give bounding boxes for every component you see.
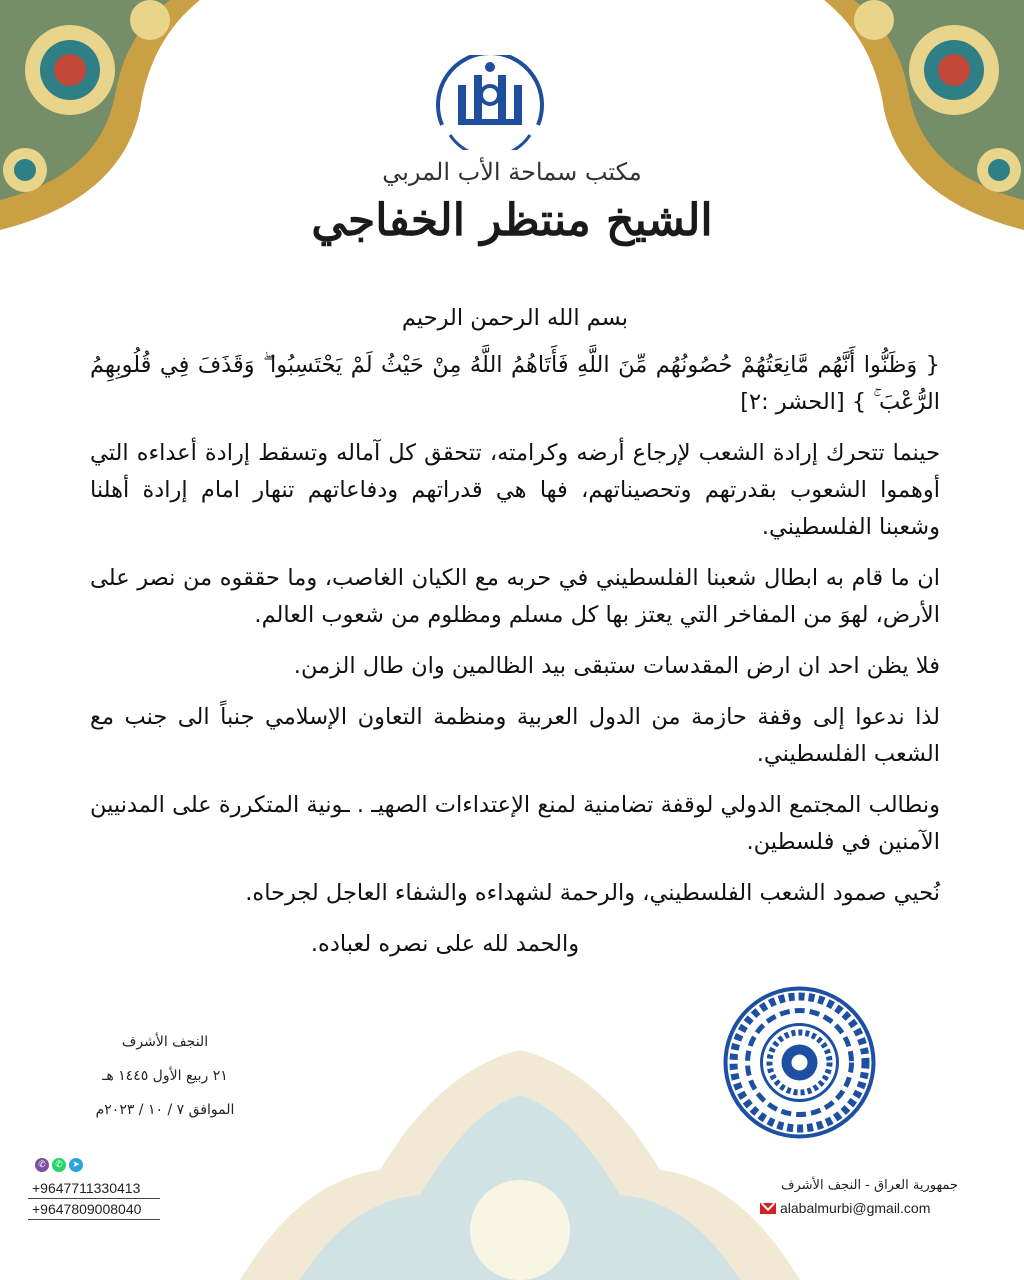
contact-numbers (28, 1158, 168, 1220)
address: جمهورية العراق - النجف الأشرف (781, 1178, 958, 1193)
whatsapp-icon[interactable]: ✆ (52, 1158, 66, 1172)
city-name: النجف الأشرف (121, 1034, 209, 1050)
viber-icon[interactable]: ✆ (35, 1158, 49, 1172)
quran-verse: { وَظَنُّوا أَنَّهُم مَّانِعَتُهُمْ حُصُونُهُم مِّنَ اللَّهِ فَأَتَاهُمُ اللَّهُ مِنْ حَيْثُ لَمْ يَحْتَسِبُوا ۖ وَقَذَفَ فِي قُلُوبِهِمُ الرُّعْبَ ۚ } [الحشر :٢] (90, 352, 940, 415)
date-block (60, 1030, 270, 1132)
official-seal (722, 985, 877, 1140)
telegram-icon[interactable]: ➤ (69, 1158, 83, 1172)
email-address[interactable]: alabalmurbi@gmail.com (780, 1200, 931, 1216)
paragraph: فلا يظن احد ان ارض المقدسات ستبقى بيد الظالمين وان طال الزمن. (293, 653, 940, 679)
office-logo (430, 55, 550, 150)
email-contact[interactable] (760, 1200, 930, 1216)
gregorian-date: الموافق ٧ / ١٠ / ٢٠٢٣م (95, 1102, 235, 1118)
paragraph: نُحيي صمود الشعب الفلسطيني، والرحمة لشهداءه والشفاء العاجل لجرحاه. (245, 880, 940, 906)
paragraph: ونطالب المجتمع الدولي لوقفة تضامنية لمنع الإعتداءات الصهيـ . ـونية المتكررة على المدنيين الآمنين في فلسطين. (90, 792, 940, 855)
letter-body (90, 300, 940, 977)
office-title: مكتب سماحة الأب المربي (382, 158, 642, 186)
sheikh-name: الشيخ منتظر الخفاجي (311, 195, 713, 246)
bottom-ornament (240, 1030, 800, 1280)
paragraph: حينما تتحرك إرادة الشعب لإرجاع أرضه وكرامته، تتحقق كل آماله وتسقط إرادة أعداءه التي أوهموا الشعوب بقدرتهم وتحصيناتهم، فها هي قدراتهم ودفاعاتهم تنهار امام إرادة أهلنا وشعبنا الفلسطيني. (90, 440, 940, 540)
basmala: بسم الله الرحمن الرحيم (401, 305, 629, 331)
hijri-date: ٢١ ربيع الأول ١٤٤٥ هـ (102, 1068, 228, 1084)
phone-number-1[interactable]: +9647711330413 (28, 1178, 160, 1199)
contact-icons (35, 1158, 168, 1172)
paragraph: لذا ندعوا إلى وقفة حازمة من الدول العربية ومنظمة التعاون الإسلامي جنباً الى جنب مع الشعب الفلسطيني. (90, 704, 940, 767)
closing-line: والحمد لله على نصره لعباده. (310, 931, 580, 957)
paragraph: ان ما قام به ابطال شعبنا الفلسطيني في حربه مع الكيان الغاصب، وما حققوه من نصر على الأرض، لهوَ من المفاخر التي يعتز بها كل مسلم ومظلوم من شعوب العالم. (90, 565, 940, 628)
phone-number-2[interactable]: +9647809008040 (28, 1199, 160, 1220)
mail-icon (760, 1203, 776, 1214)
